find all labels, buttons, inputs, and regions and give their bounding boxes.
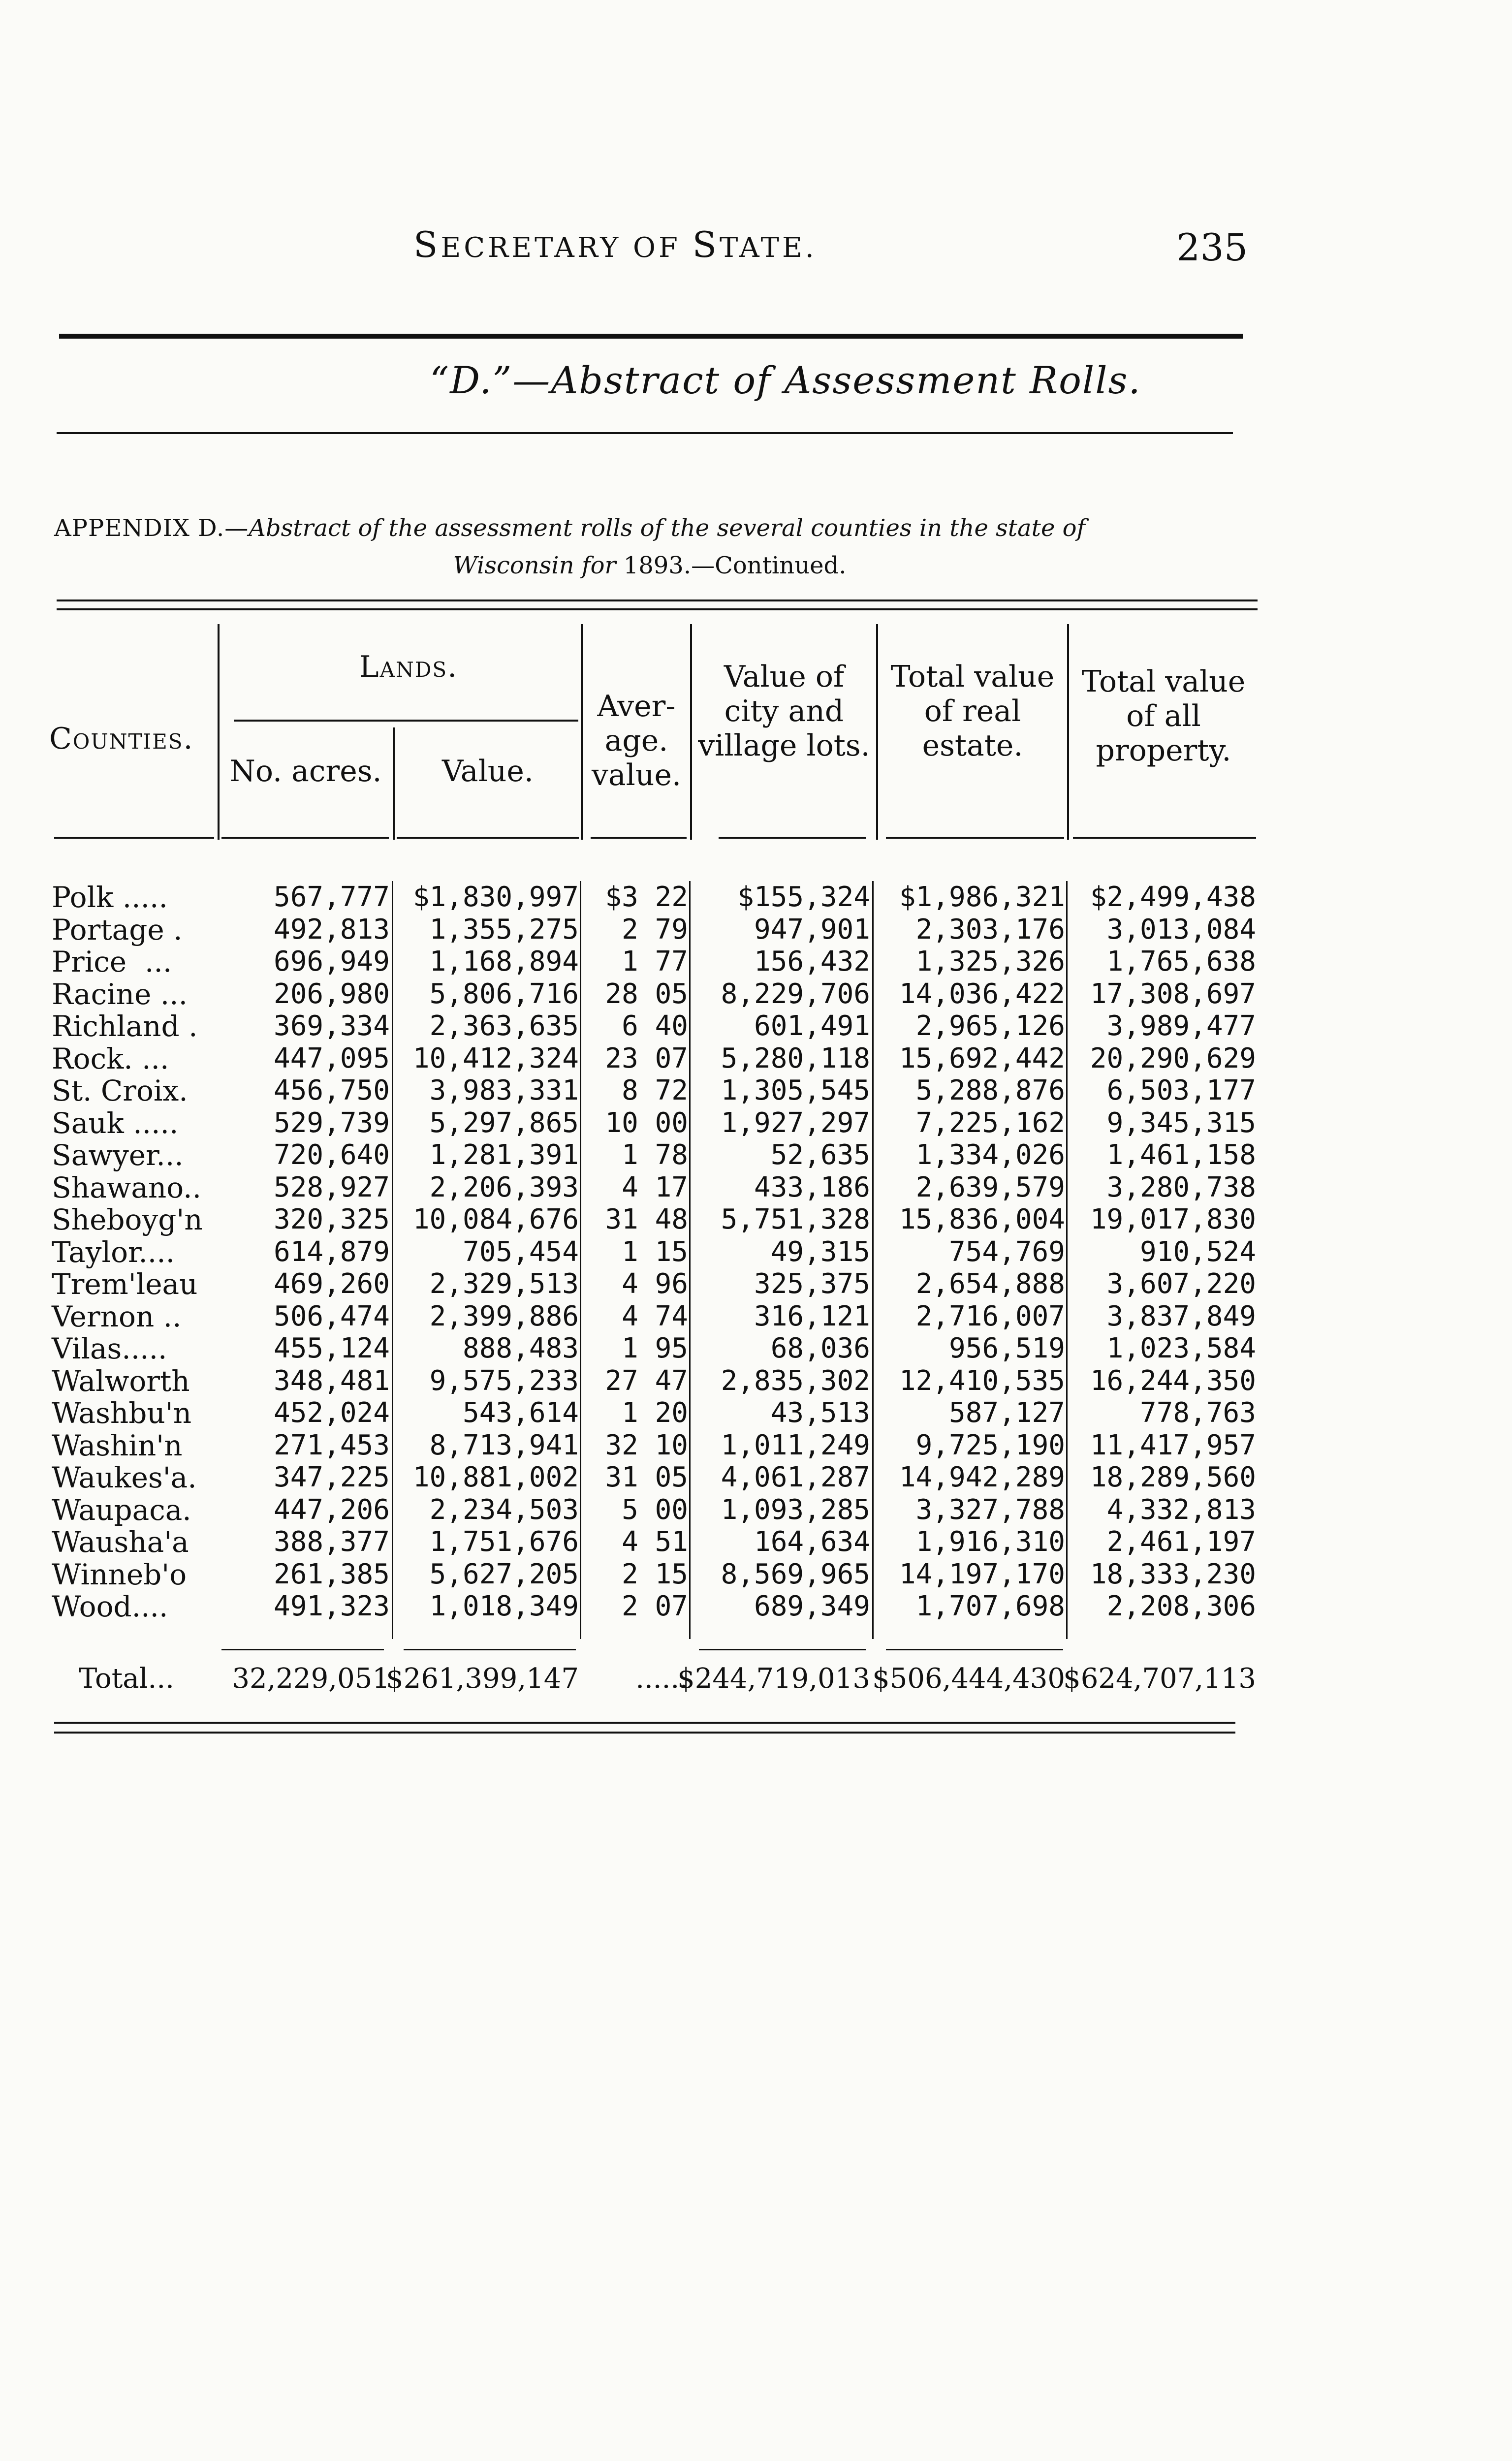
real-estate-value: 14,197,170	[899, 1558, 1065, 1590]
average-value: 4 96	[622, 1268, 688, 1300]
all-property-value: $2,499,438	[1090, 881, 1256, 913]
all-property-value: 18,333,230	[1090, 1558, 1256, 1590]
all-property-value: 3,989,477	[1106, 1010, 1256, 1042]
real-estate-value: 2,303,176	[915, 913, 1065, 946]
county-name: Richland .	[52, 1010, 198, 1043]
header-all-line1: Total value	[1081, 664, 1246, 699]
header-lots-line2: city and	[724, 694, 844, 728]
acres: 347,225	[273, 1461, 390, 1493]
lands-value: 9,575,233	[429, 1364, 579, 1397]
header-counties: Counties.	[49, 722, 194, 756]
lands-value: 1,355,275	[429, 913, 579, 946]
lands-value: 705,454	[462, 1235, 579, 1268]
acres: 567,777	[273, 881, 390, 913]
total-rule-lots	[699, 1649, 866, 1650]
all-property-value: 20,290,629	[1090, 1042, 1256, 1074]
average-value: 1 78	[622, 1139, 688, 1171]
header-rule-all	[1073, 837, 1256, 839]
county-name: Walworth	[52, 1364, 190, 1398]
header-all-line2: of all	[1126, 699, 1201, 733]
real-estate-value: 5,288,876	[915, 1074, 1065, 1106]
acres: 348,481	[273, 1364, 390, 1397]
real-estate-value: 956,519	[948, 1332, 1065, 1364]
caption-italic-2: Wisconsin for	[453, 552, 616, 579]
county-name: Trem'leau	[52, 1267, 198, 1301]
header-average-line2: age.	[604, 724, 668, 758]
real-estate-value: $1,986,321	[899, 881, 1065, 913]
total-rule-real	[886, 1649, 1063, 1650]
all-property-value: 1,023,584	[1106, 1332, 1256, 1364]
header-average-line3: value.	[591, 758, 682, 792]
table-top-rule-2	[57, 608, 1258, 610]
all-property-value: 3,280,738	[1106, 1171, 1256, 1203]
average-value: 27 47	[605, 1364, 688, 1397]
lands-value: 5,297,865	[429, 1106, 579, 1139]
county-name: Price ...	[52, 945, 172, 978]
table-row	[0, 1268, 1512, 1300]
table-row	[0, 1461, 1512, 1494]
table-row	[0, 1171, 1512, 1204]
all-property-value: 910,524	[1139, 1235, 1256, 1268]
lands-value: 5,806,716	[429, 978, 579, 1010]
acres: 469,260	[273, 1268, 390, 1300]
real-estate-value: 7,225,162	[915, 1106, 1065, 1139]
lots-value: 164,634	[754, 1526, 870, 1558]
lots-value: 325,375	[754, 1268, 870, 1300]
section-title: “D.”—Abstract of Assessment Rolls.	[430, 358, 1141, 402]
average-value: 8 72	[622, 1074, 688, 1106]
top-rule	[59, 334, 1243, 339]
county-name: Winneb'o	[52, 1557, 187, 1591]
running-head-rest1: ECRETARY OF	[441, 232, 693, 264]
all-property-value: 2,461,197	[1106, 1526, 1256, 1558]
average-value: 5 00	[622, 1493, 688, 1526]
real-estate-value: 2,965,126	[915, 1010, 1065, 1042]
header-all-line3: property.	[1096, 733, 1231, 768]
acres: 529,739	[273, 1106, 390, 1139]
acres: 271,453	[273, 1429, 390, 1461]
lands-value: 1,751,676	[429, 1526, 579, 1558]
acres: 614,879	[273, 1235, 390, 1268]
header-rule-real	[886, 837, 1064, 839]
all-property-value: 11,417,957	[1090, 1429, 1256, 1461]
county-name: Sauk .....	[52, 1106, 179, 1140]
acres: 492,813	[273, 913, 390, 946]
page-number: 235	[1176, 225, 1248, 269]
total-acres: 32,229,051	[232, 1663, 390, 1695]
lands-value: 5,627,205	[429, 1558, 579, 1590]
lands-value: 8,713,941	[429, 1429, 579, 1461]
all-property-value: 19,017,830	[1090, 1203, 1256, 1235]
total-row	[0, 1663, 1512, 1695]
lots-value: 1,305,545	[721, 1074, 870, 1106]
header-rule-acres	[221, 837, 389, 839]
caption-year: 1893.	[616, 552, 692, 579]
real-estate-value: 14,942,289	[899, 1461, 1065, 1493]
lots-value: 316,121	[754, 1300, 870, 1332]
caption-italic-1: Abstract of the assessment rolls of the several counties in the state of	[249, 514, 1086, 542]
average-value: 1 77	[622, 946, 688, 978]
real-estate-value: 1,707,698	[915, 1590, 1065, 1622]
real-estate-value: 14,036,422	[899, 978, 1065, 1010]
average-value: 32 10	[605, 1429, 688, 1461]
lots-value: $155,324	[737, 881, 870, 913]
average-value: 10 00	[605, 1106, 688, 1139]
average-value: 31 05	[605, 1461, 688, 1493]
header-no-acres: No. acres.	[229, 754, 382, 789]
all-property-value: 778,763	[1139, 1397, 1256, 1429]
acres: 320,325	[273, 1203, 390, 1235]
all-property-value: 9,345,315	[1106, 1106, 1256, 1139]
header-lots-line1: Value of	[724, 660, 845, 694]
table-caption	[54, 509, 1245, 584]
all-property-value: 1,461,158	[1106, 1139, 1256, 1171]
running-head	[413, 224, 817, 265]
header-real-line1: Total value	[890, 660, 1055, 694]
average-value: 2 15	[622, 1558, 688, 1590]
lands-value: 543,614	[462, 1397, 579, 1429]
lots-value: 2,835,302	[721, 1364, 870, 1397]
lands-value: 1,168,894	[429, 946, 579, 978]
county-name: Sawyer...	[52, 1138, 184, 1172]
table-row	[0, 1365, 1512, 1397]
average-value: $3 22	[605, 881, 688, 913]
lots-value: 5,751,328	[721, 1203, 870, 1235]
acres: 720,640	[273, 1139, 390, 1171]
average-value: 4 74	[622, 1300, 688, 1332]
county-name: Taylor....	[52, 1235, 175, 1269]
lots-value: 5,280,118	[721, 1042, 870, 1074]
lots-value: 1,011,249	[721, 1429, 870, 1461]
lands-value: 3,983,331	[429, 1074, 579, 1106]
table-row	[0, 1139, 1512, 1171]
table-row	[0, 1494, 1512, 1526]
lots-value: 1,093,285	[721, 1493, 870, 1526]
header-real-line3: estate.	[922, 728, 1023, 763]
real-estate-value: 1,916,310	[915, 1526, 1065, 1558]
real-estate-value: 3,327,788	[915, 1493, 1065, 1526]
lands-value: 2,399,886	[429, 1300, 579, 1332]
lands-value: 2,234,503	[429, 1493, 579, 1526]
county-name: Vilas.....	[52, 1332, 167, 1365]
real-estate-value: 15,836,004	[899, 1203, 1065, 1235]
lots-value: 947,901	[754, 913, 870, 946]
real-estate-value: 15,692,442	[899, 1042, 1065, 1074]
average-value: 1 20	[622, 1397, 688, 1429]
lots-value: 52,635	[770, 1139, 870, 1171]
title-rule	[57, 432, 1233, 434]
county-name: Vernon ..	[52, 1299, 182, 1333]
acres: 455,124	[273, 1332, 390, 1364]
header-rule-lots	[719, 837, 866, 839]
table-row	[0, 1332, 1512, 1365]
header-rule-value	[397, 837, 579, 839]
lots-value: 8,569,965	[721, 1558, 870, 1590]
real-estate-value: 2,716,007	[915, 1300, 1065, 1332]
acres: 456,750	[273, 1074, 390, 1106]
lands-value: 10,881,002	[412, 1461, 579, 1493]
county-name: Washin'n	[52, 1428, 183, 1462]
table-row	[0, 1590, 1512, 1623]
header-total-all-property	[1069, 664, 1258, 768]
lands-value: 2,363,635	[429, 1010, 579, 1042]
all-property-value: 3,013,084	[1106, 913, 1256, 946]
lands-value: 10,412,324	[412, 1042, 579, 1074]
lands-value: 2,329,513	[429, 1268, 579, 1300]
running-head-rest2: TATE.	[719, 232, 817, 264]
header-average-value	[583, 689, 690, 792]
lands-value: 1,281,391	[429, 1139, 579, 1171]
real-estate-value: 754,769	[948, 1235, 1065, 1268]
county-name: Racine ...	[52, 977, 188, 1011]
lots-value: 49,315	[770, 1235, 870, 1268]
real-estate-value: 1,325,326	[915, 946, 1065, 978]
all-property-value: 16,244,350	[1090, 1364, 1256, 1397]
county-name: Sheboyg'n	[52, 1203, 203, 1236]
header-rule-avg	[591, 837, 687, 839]
table-row	[0, 1236, 1512, 1268]
all-property-value: 3,837,849	[1106, 1300, 1256, 1332]
table-row	[0, 1558, 1512, 1591]
county-name: Washbu'n	[52, 1396, 192, 1430]
table-row	[0, 1042, 1512, 1075]
county-name: Wausha'a	[52, 1525, 189, 1559]
header-average-line1: Aver-	[597, 689, 676, 724]
average-value: 4 17	[622, 1171, 688, 1203]
header-city-village-lots	[692, 660, 876, 763]
total-real: $506,444,430	[872, 1663, 1065, 1695]
header-total-real-estate	[878, 660, 1067, 763]
acres: 261,385	[273, 1558, 390, 1590]
acres: 696,949	[273, 946, 390, 978]
table-row	[0, 1010, 1512, 1042]
average-value: 1 95	[622, 1332, 688, 1364]
total-rule-value	[404, 1649, 576, 1650]
table-row	[0, 1074, 1512, 1107]
lots-value: 156,432	[754, 946, 870, 978]
table-row	[0, 946, 1512, 978]
all-property-value: 2,208,306	[1106, 1590, 1256, 1622]
lands-value: 2,206,393	[429, 1171, 579, 1203]
total-value: $261,399,147	[386, 1663, 579, 1695]
table-row	[0, 978, 1512, 1010]
table-row	[0, 914, 1512, 946]
running-head-cap1: S	[413, 224, 441, 265]
county-name: Portage .	[52, 913, 183, 947]
county-name: Wood....	[52, 1590, 168, 1623]
col-divider-1	[218, 624, 220, 840]
total-average: ......	[635, 1663, 688, 1695]
header-rule-counties	[54, 837, 214, 839]
all-property-value: 6,503,177	[1106, 1074, 1256, 1106]
total-all: $624,707,113	[1063, 1663, 1256, 1695]
county-name: Waukes'a.	[52, 1461, 197, 1494]
acres: 447,095	[273, 1042, 390, 1074]
table-row	[0, 1107, 1512, 1139]
real-estate-value: 9,725,190	[915, 1429, 1065, 1461]
real-estate-value: 12,410,535	[899, 1364, 1065, 1397]
lots-value: 601,491	[754, 1010, 870, 1042]
lands-value: 1,018,349	[429, 1590, 579, 1622]
real-estate-value: 2,654,888	[915, 1268, 1065, 1300]
table-bottom-rule-2	[54, 1732, 1235, 1734]
header-lands: Lands.	[359, 650, 458, 684]
average-value: 4 51	[622, 1526, 688, 1558]
caption-tail: —Continued.	[691, 552, 847, 579]
county-name: Rock. ...	[52, 1041, 169, 1075]
average-value: 28 05	[605, 978, 688, 1010]
lands-value: 10,084,676	[412, 1203, 579, 1235]
table-row	[0, 1526, 1512, 1558]
acres: 206,980	[273, 978, 390, 1010]
total-lots: $244,719,013	[677, 1663, 870, 1695]
lots-value: 43,513	[770, 1397, 870, 1429]
running-head-cap2: S	[692, 224, 720, 265]
acres: 447,206	[273, 1493, 390, 1526]
county-name: Polk .....	[52, 881, 168, 914]
table-bottom-rule-1	[54, 1722, 1235, 1724]
table-row	[0, 1397, 1512, 1429]
lots-value: 8,229,706	[721, 978, 870, 1010]
all-property-value: 18,289,560	[1090, 1461, 1256, 1493]
header-lots-line3: village lots.	[698, 728, 870, 763]
average-value: 2 79	[622, 913, 688, 946]
acres: 506,474	[273, 1300, 390, 1332]
lots-value: 68,036	[770, 1332, 870, 1364]
acres: 452,024	[273, 1397, 390, 1429]
acres: 388,377	[273, 1526, 390, 1558]
acres: 491,323	[273, 1590, 390, 1622]
table-top-rule-1	[57, 599, 1258, 601]
all-property-value: 1,765,638	[1106, 946, 1256, 978]
county-name: St. Croix.	[52, 1074, 188, 1107]
lots-value: 4,061,287	[721, 1461, 870, 1493]
real-estate-value: 1,334,026	[915, 1139, 1065, 1171]
lots-value: 433,186	[754, 1171, 870, 1203]
acres: 369,334	[273, 1010, 390, 1042]
table-row	[0, 1300, 1512, 1333]
table-row	[0, 1203, 1512, 1236]
caption-lead: APPENDIX D.—	[54, 514, 249, 542]
average-value: 2 07	[622, 1590, 688, 1622]
county-name: Waupaca.	[52, 1493, 191, 1527]
acres: 528,927	[273, 1171, 390, 1203]
all-property-value: 17,308,697	[1090, 978, 1256, 1010]
lands-value: 888,483	[462, 1332, 579, 1364]
all-property-value: 3,607,220	[1106, 1268, 1256, 1300]
header-real-line2: of real	[924, 694, 1021, 728]
real-estate-value: 587,127	[948, 1397, 1065, 1429]
average-value: 31 48	[605, 1203, 688, 1235]
lands-value: $1,830,997	[412, 881, 579, 913]
real-estate-value: 2,639,579	[915, 1171, 1065, 1203]
county-name: Shawano..	[52, 1170, 202, 1204]
table-row	[0, 881, 1512, 914]
all-property-value: 4,332,813	[1106, 1493, 1256, 1526]
lots-value: 689,349	[754, 1590, 870, 1622]
header-value: Value.	[441, 754, 534, 789]
average-value: 6 40	[622, 1010, 688, 1042]
average-value: 1 15	[622, 1235, 688, 1268]
total-rule-acres	[221, 1649, 384, 1650]
table-row	[0, 1429, 1512, 1462]
total-label: Total...	[79, 1663, 174, 1695]
lots-value: 1,927,297	[721, 1106, 870, 1139]
average-value: 23 07	[605, 1042, 688, 1074]
lands-group-rule	[234, 720, 578, 722]
